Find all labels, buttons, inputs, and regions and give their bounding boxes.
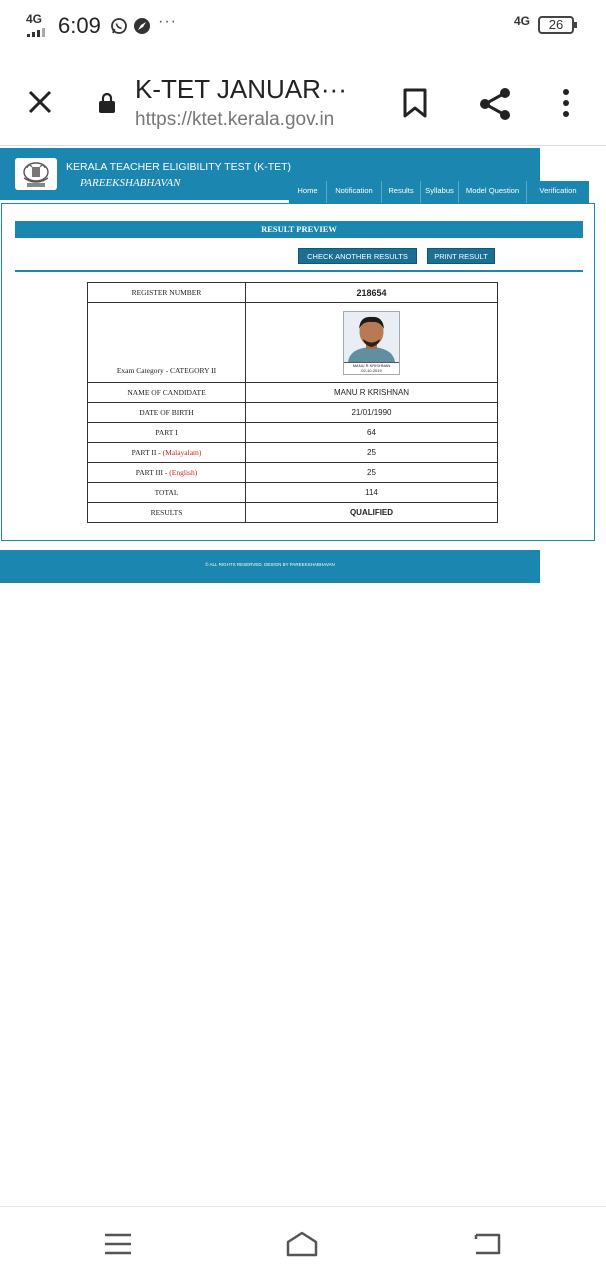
site-subtitle: PAREEKSHABHAVAN: [80, 177, 181, 189]
table-row: [88, 463, 498, 483]
recent-apps-icon[interactable]: [101, 1229, 135, 1259]
back-icon[interactable]: [470, 1229, 504, 1259]
register-number-label: REGISTER NUMBER: [88, 283, 246, 303]
candidate-photo: [343, 311, 400, 375]
navigation-compass-icon: [133, 17, 151, 35]
status-bar: [0, 0, 606, 56]
result-panel: [1, 203, 595, 541]
part2-language: (Malayalam): [162, 448, 202, 457]
system-navigation-bar: [0, 1206, 606, 1280]
results-status-value: QUALIFIED: [246, 503, 498, 523]
part1-label: PART I: [88, 423, 246, 443]
result-table: [87, 282, 498, 523]
candidate-photo-cell: [246, 303, 498, 383]
battery-icon: [538, 16, 574, 34]
result-heading: RESULT PREVIEW: [15, 221, 583, 238]
total-label: TOTAL: [88, 483, 246, 503]
table-row: [88, 403, 498, 423]
network-type-label: 4G: [26, 12, 43, 26]
page-url[interactable]: https://ktet.kerala.gov.in: [135, 109, 335, 130]
share-icon[interactable]: [478, 87, 512, 121]
nav-syllabus[interactable]: Syllabus: [420, 181, 458, 203]
network-type-right-label: 4G: [514, 14, 531, 28]
whatsapp-icon: [110, 17, 128, 35]
status-time: 6:09: [58, 13, 101, 38]
battery-level: 26: [548, 17, 564, 32]
nav-model-question[interactable]: Model Question: [458, 181, 526, 203]
nav-notification[interactable]: Notification: [326, 181, 381, 203]
part2-label: [88, 443, 246, 463]
page-title[interactable]: K-TET JANUAR···: [135, 74, 347, 104]
nav-results[interactable]: Results: [381, 181, 420, 203]
name-label: NAME OF CANDIDATE: [88, 383, 246, 403]
photo-caption-name: MANU R KRISHNAN: [344, 362, 399, 368]
print-result-button[interactable]: PRINT RESULT: [427, 248, 495, 264]
table-row: [88, 443, 498, 463]
table-row: [88, 483, 498, 503]
lock-icon: [98, 92, 116, 114]
table-row: [88, 383, 498, 403]
name-value: MANU R KRISHNAN: [246, 383, 498, 403]
footer-copyright: © ALL RIGHTS RESERVED. DESIGN BY PAREEKSHABHAVAN: [205, 562, 335, 567]
home-icon[interactable]: [285, 1229, 319, 1259]
browser-toolbar: [0, 58, 606, 146]
part2-value: 25: [246, 443, 498, 463]
divider: [15, 270, 583, 272]
part1-value: 64: [246, 423, 498, 443]
exam-category: Exam Category - CATEGORY II: [88, 303, 246, 383]
site-footer: [0, 550, 540, 583]
dob-value: 21/01/1990: [246, 403, 498, 423]
site-title: KERALA TEACHER ELIGIBILITY TEST (K-TET): [66, 161, 292, 173]
part3-value: 25: [246, 463, 498, 483]
part3-label: [88, 463, 246, 483]
candidate-portrait-image: [344, 312, 399, 362]
signal-strength-icon: [26, 12, 48, 38]
table-row: [88, 503, 498, 523]
close-icon[interactable]: [26, 88, 54, 116]
total-value: 114: [246, 483, 498, 503]
site-navigation: [289, 181, 589, 203]
bookmark-icon[interactable]: [402, 88, 428, 118]
part3-language: (English): [169, 468, 198, 477]
nav-home[interactable]: Home: [297, 186, 318, 195]
table-row: [88, 283, 498, 303]
results-label: RESULTS: [88, 503, 246, 523]
part2-label-text: PART II -: [131, 448, 163, 457]
table-row: [88, 423, 498, 443]
nav-verification[interactable]: Verification: [526, 181, 589, 203]
check-another-results-button[interactable]: CHECK ANOTHER RESULTS: [298, 248, 417, 264]
table-row: [88, 303, 498, 383]
photo-caption-date: 02-10-2019: [361, 367, 382, 373]
more-notifications-indicator: ···: [158, 13, 177, 30]
kerala-emblem-logo: [15, 158, 57, 190]
dob-label: DATE OF BIRTH: [88, 403, 246, 423]
part3-label-text: PART III -: [135, 468, 170, 477]
register-number-value: 218654: [246, 283, 498, 303]
more-options-icon[interactable]: [560, 88, 572, 118]
